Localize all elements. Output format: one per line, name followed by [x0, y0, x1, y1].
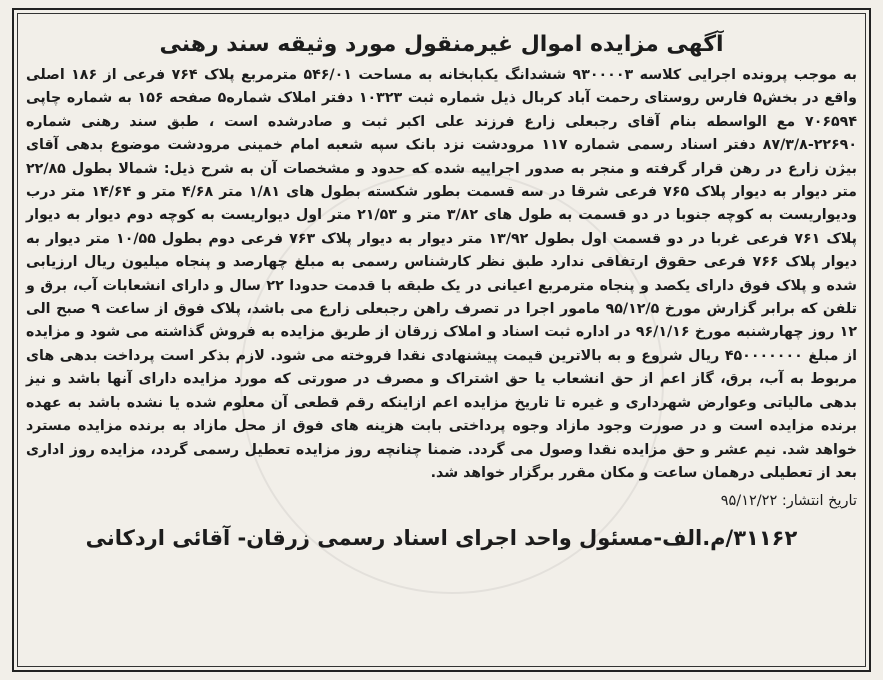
publish-date-value: ۹۵/۱۲/۲۲ [720, 493, 778, 510]
publish-date-line [26, 489, 857, 513]
notice-title: آگهی مزایده اموال غیرمنقول مورد وثیقه سند رهنی [159, 32, 724, 57]
notice-signature: ۳۱۱۶۲/م.الف-مسئول واحد اجرای اسناد رسمی زرقان- آقائی اردکانی [85, 526, 798, 551]
notice-content [26, 30, 857, 664]
notice-body: به موجب پرونده اجرایی کلاسه ۹۳۰۰۰۰۳ ششدانگ یکبابخانه به مساحت ۵۴۶/۰۱ مترمربع پلاک ۷۶۴ فرعی از ۱۸۶ اصلی واقع در بخش۵ فارس روستای رحمت آباد کربال ذیل شماره ثبت ۱۰۳۲۳ دفتر املاک شماره۵ صفحه ۱۵۶ به شماره چاپی ۷۰۶۵۹۴ مع الواسطه بنام آقای رجبعلی زارع فرزند علی اکبر ثبت و صادرشده است ، طبق سند رهنی شماره ۲۲۶۹۰-۸۷/۳/۸ دفتر اسناد رسمی شماره ۱۱۷ مرودشت نزد بانک سپه شعبه امام خمینی مرودشت موضوع بدهی آقای بیژن زارع در رهن قرار گرفته و منجر به صدور اجراییه شده که حدود و مشخصات آن به شرح ذیل: شمالا بطول ۲۲/۸۵ متر دیوار به دیوار پلاک ۷۶۵ فرعی شرقا در سه قسمت بطور شکسته بطول های ۱/۸۱ متر ۴/۶۸ متر و ۱۴/۶۴ متر درب ودیواریست به کوچه جنوبا در دو قسمت به طول های ۳/۸۲ متر و ۲۱/۵۳ متر اول دیواریست به کوچه دوم دیوار به دیوار پلاک ۷۶۱ فرعی غربا در دو قسمت اول بطول ۱۳/۹۲ متر دیوار به دیوار پلاک ۷۶۳ فرعی دوم بطول ۱۰/۵۵ متر دیوار به دیوار پلاک ۷۶۶ فرعی حقوق ارتفاقی ندارد طبق نظر کارشناس رسمی به مبلغ چهارصد و پنجاه میلیون ریال ارزیابی شده و پلاک فوق دارای یکصد و پنجاه مترمربع اعیانی در یک طبقه با قدمت حدودا ۲۲ سال و دارای انشعابات آب، برق و تلفن که برابر گزارش مورخ ۹۵/۱۲/۵ مامور اجرا در تصرف راهن رجبعلی زارع می باشد، پلاک فوق از ساعت ۹ صبح الی ۱۲ روز چهارشنبه مورخ ۹۶/۱/۱۶ در اداره ثبت اسناد و املاک زرقان از طریق مزایده به فروش گذاشته می شود و مزایده از مبلغ ۴۵۰۰۰۰۰۰۰ ریال شروع و به بالاترین قیمت پیشنهادی نقدا فروخته می شود. لازم بذکر است پرداخت بدهی های مربوط به آب، برق، گاز اعم از حق انشعاب یا حق اشتراک و مصرف در صورتی که مورد مزایده دارای آنها باشد و نیز بدهی مالیاتی وعوارض شهرداری و غیره تا تاریخ مزایده اعم ازاینکه رقم قطعی آن معلوم شده یا نشده باشد به عهده برنده مزایده است و در صورت وجود مازاد وجوه پرداختی بابت هزینه های فوق از محل مازاد به برنده مزایده مسترد خواهد شد. نیم عشر و حق مزایده نقدا وصول می گردد. ضمنا چنانچه روز مزایده تعطیل رسمی گردد، مزایده روز اداری بعد از تعطیلی درهمان ساعت و مکان مقرر برگزار خواهد شد. [26, 67, 857, 481]
publish-date-label: تاریخ انتشار: [781, 493, 857, 510]
